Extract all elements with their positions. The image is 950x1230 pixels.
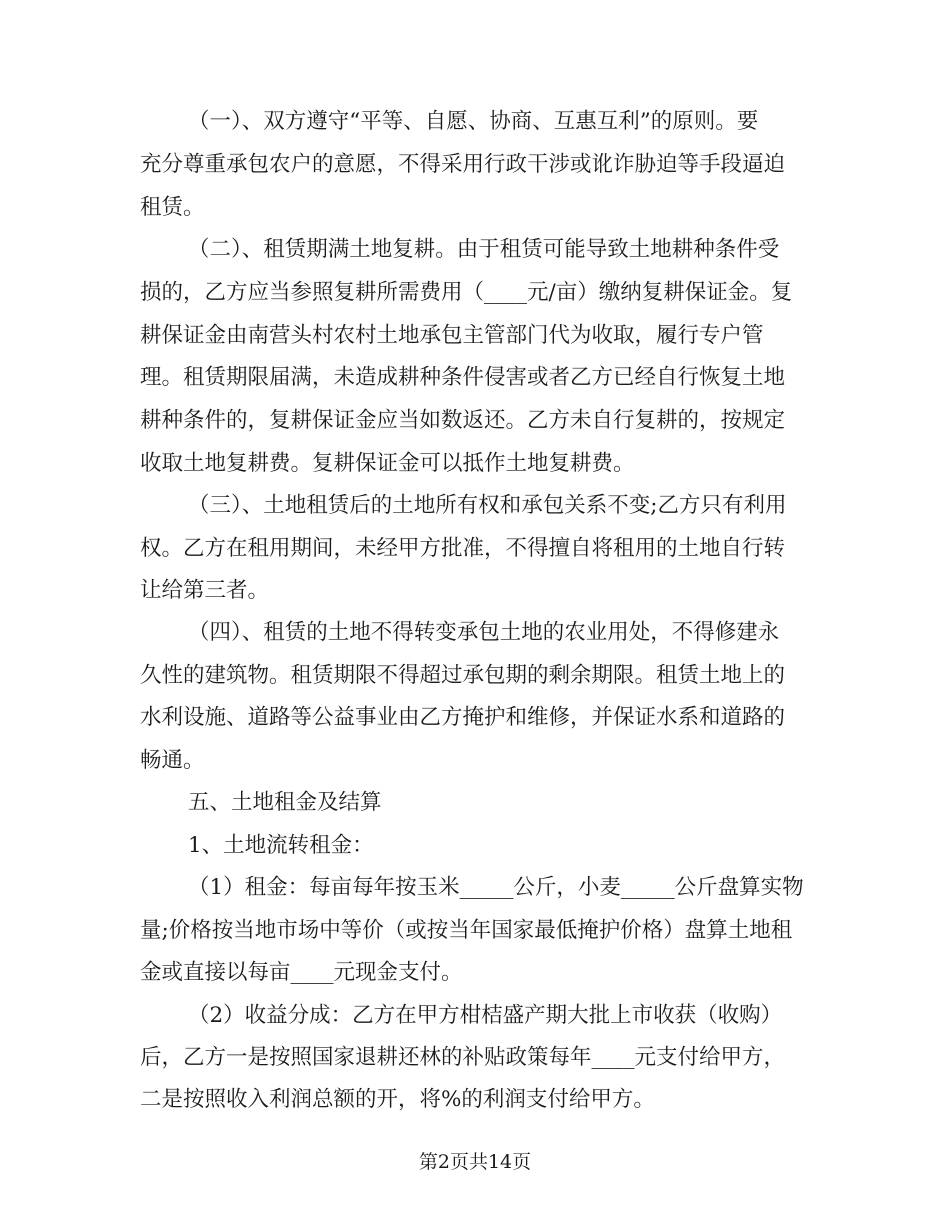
text-line: 充分尊重承包农户的意愿，不得采用行政干涉或讹诈胁迫等手段逼迫 xyxy=(140,152,786,177)
text-line: 让给第三者。 xyxy=(140,578,270,603)
text-line: （一）、双方遵守“平等、自愿、协商、互惠互利”的原则。要 xyxy=(188,109,759,134)
text-line: 耕种条件的，复耕保证金应当如数返还。乙方未自行复耕的，按规定 xyxy=(140,408,786,433)
text-line: 量;价格按当地市场中等价（或按当年国家最低掩护价格）盘算土地租 xyxy=(140,918,793,943)
text-line: 畅通。 xyxy=(140,748,205,773)
text-line: 水利设施、道路等公益事业由乙方掩护和维修，并保证水系和道路的 xyxy=(140,705,786,730)
text-line: （1）租金：每亩每年按玉米_____公斤，小麦_____公斤盘算实物 xyxy=(188,875,804,900)
text-line: 久性的建筑物。租赁期限不得超过承包期的剩余期限。租赁土地上的 xyxy=(140,663,786,688)
text-line: 理。租赁期限届满，未造成耕种条件侵害或者乙方已经自行恢复土地 xyxy=(140,365,786,390)
text-line: （三）、土地租赁后的土地所有权和承包关系不变;乙方只有利用 xyxy=(188,493,787,518)
text-line: 权。乙方在租用期间，未经甲方批准，不得擅自将租用的土地自行转 xyxy=(140,536,786,561)
text-line: 后，乙方一是按照国家退耕还林的补贴政策每年____元支付给甲方， xyxy=(140,1045,786,1070)
subsection-heading: 1、土地流转租金： xyxy=(188,833,374,858)
text-line: （2）收益分成：乙方在甲方柑桔盛产期大批上市收获（收购） xyxy=(188,1003,783,1028)
text-line: 金或直接以每亩____元现金支付。 xyxy=(140,960,463,985)
text-line: 收取土地复耕费。复耕保证金可以抵作土地复耕费。 xyxy=(140,451,635,476)
text-line: 耕保证金由南营头村农村土地承包主管部门代为收取，履行专户管 xyxy=(140,323,764,348)
text-line: 二是按照收入利润总额的开，将%的利润支付给甲方。 xyxy=(140,1087,655,1112)
section-heading: 五、土地租金及结算 xyxy=(188,790,382,815)
text-line: （二）、租赁期满土地复耕。由于租赁可能导致土地耕种条件受 xyxy=(188,237,780,262)
text-line: 损的，乙方应当参照复耕所需费用（____元/亩）缴纳复耕保证金。复 xyxy=(140,280,793,305)
text-line: 租赁。 xyxy=(140,195,205,220)
text-line: （四）、租赁的土地不得转变承包土地的农业用处，不得修建永 xyxy=(188,620,780,645)
page-number-footer: 第2页共14页 xyxy=(418,1151,532,1173)
